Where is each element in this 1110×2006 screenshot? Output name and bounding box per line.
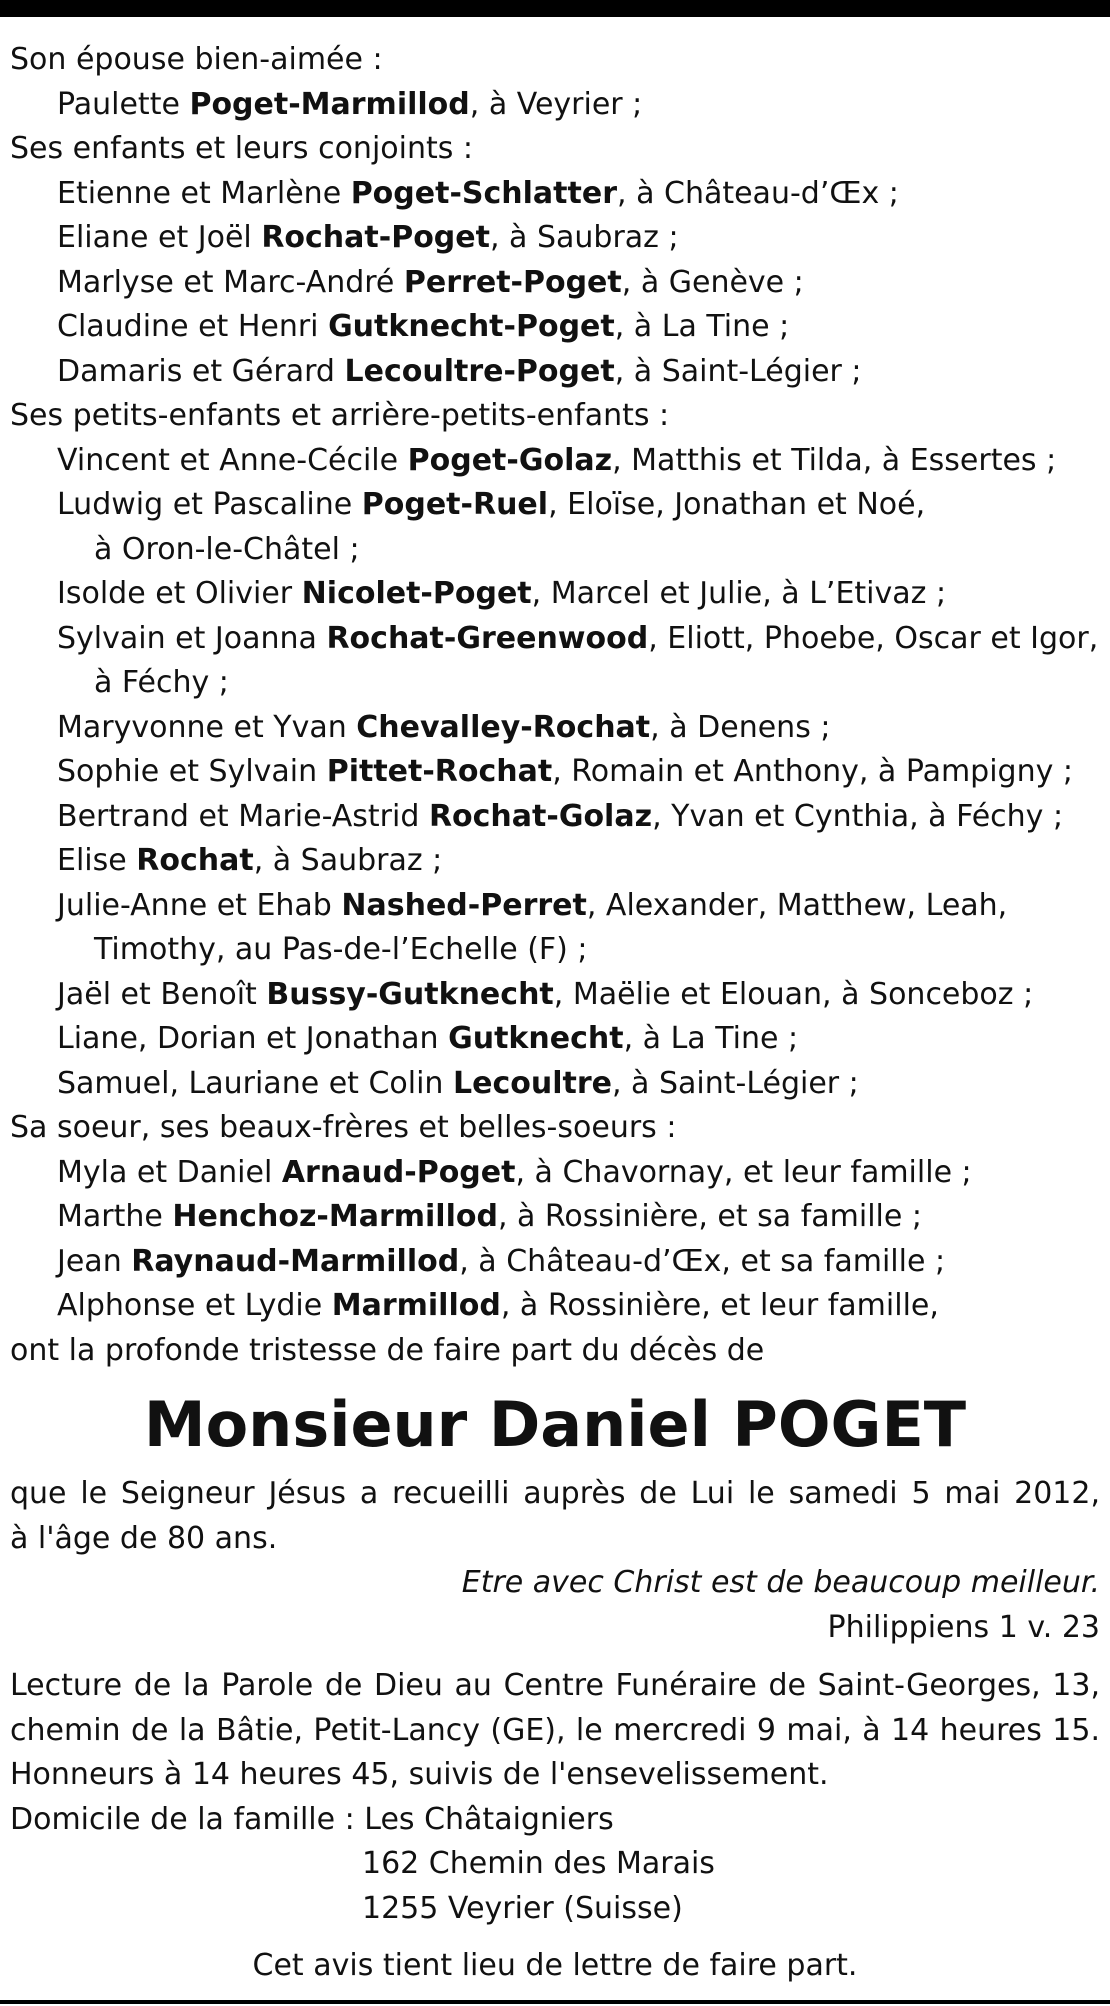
family-text: , à Denens ; — [650, 709, 831, 745]
family-text: Sa soeur, ses beaux-frères et belles-soeurs : — [10, 1110, 677, 1145]
family-surname: Gutknecht — [448, 1021, 624, 1056]
family-surname: Bussy-Gutknecht — [266, 976, 554, 1012]
family-text: Ludwig et Pascaline — [57, 487, 362, 522]
family-surname: Pittet-Rochat — [326, 754, 553, 789]
family-text: Sophie et Sylvain — [57, 754, 327, 789]
family-surname: Rochat-Poget — [261, 220, 490, 255]
family-text: Elise — [57, 843, 137, 878]
family-text: , Marcel et Julie, à L’Etivaz ; — [531, 576, 947, 611]
family-surname: Marmillod — [331, 1288, 501, 1323]
family-line — [10, 928, 1100, 973]
family-line — [10, 38, 1100, 83]
family-text: , à Chavornay, et leur famille ; — [515, 1154, 972, 1190]
family-text: , à La Tine ; — [614, 309, 790, 344]
family-text: , à Genève ; — [621, 264, 804, 300]
family-line — [10, 750, 1100, 795]
family-text: , à Saint-Légier ; — [614, 353, 862, 389]
ceremony-info — [10, 1664, 1100, 1931]
family-surname: Perret-Poget — [403, 264, 622, 300]
family-surname: Henchoz-Marmillod — [172, 1199, 498, 1234]
family-text: Isolde et Olivier — [57, 576, 302, 611]
death-text-line: à l'âge de 80 ans. — [10, 1520, 278, 1556]
family-text: , Romain et Anthony, à Pampigny ; — [552, 754, 1074, 789]
death-text-line: que le Seigneur Jésus a recueilli auprès de Lui le samedi 5 mai 2012, — [10, 1476, 1100, 1511]
ceremony-line: Lecture de la Parole de Dieu au Centre Funéraire de Saint-Georges, 13, — [10, 1668, 1100, 1703]
family-text: Maryvonne et Yvan — [57, 709, 357, 745]
family-text: , Yvan et Cynthia, à Féchy ; — [652, 798, 1064, 834]
family-surname: Arnaud-Poget — [281, 1154, 516, 1190]
family-surname: Lecoultre-Poget — [344, 353, 615, 389]
family-text: Son épouse bien-aimée : — [10, 42, 383, 77]
family-line — [10, 1062, 1100, 1107]
family-text: , à Rossinière, et leur famille, — [500, 1288, 939, 1323]
family-text: Timothy, au Pas-de-l’Echelle (F) ; — [94, 932, 588, 967]
family-text: Julie-Anne et Ehab — [57, 887, 342, 923]
family-text: , Maëlie et Elouan, à Sonceboz ; — [553, 976, 1034, 1012]
family-text: à Oron-le-Châtel ; — [94, 531, 360, 567]
family-text: Vincent et Anne-Cécile — [57, 442, 408, 478]
family-line — [10, 884, 1100, 929]
family-text: à Féchy ; — [94, 665, 229, 700]
family-line — [10, 305, 1100, 350]
family-text: Claudine et Henri — [57, 309, 329, 344]
family-text: Bertrand et Marie-Astrid — [57, 798, 429, 834]
family-surname: Poget-Ruel — [361, 487, 549, 522]
family-line — [10, 1106, 1100, 1151]
family-line — [10, 350, 1100, 395]
family-line — [10, 439, 1100, 484]
family-text: , à Château-d’Œx, et sa famille ; — [459, 1243, 946, 1279]
top-rule — [0, 0, 1110, 17]
family-text: Samuel, Lauriane et Colin — [57, 1065, 453, 1101]
family-surname: Nashed-Perret — [341, 887, 587, 923]
family-line — [10, 617, 1100, 662]
family-line — [10, 172, 1100, 217]
family-line — [10, 973, 1100, 1018]
family-text: Damaris et Gérard — [57, 353, 345, 389]
family-text: Eliane et Joël — [57, 220, 262, 255]
family-line — [10, 394, 1100, 439]
family-line — [10, 528, 1100, 573]
family-line — [10, 795, 1100, 840]
bottom-rule — [0, 2000, 1110, 2004]
family-line — [10, 1195, 1100, 1240]
family-line — [10, 1329, 1100, 1374]
family-text: Etienne et Marlène — [57, 175, 351, 211]
domicile-label: Domicile de la famille : Les Châtaigniers — [10, 1801, 614, 1837]
domicile-address-line: 1255 Veyrier (Suisse) — [362, 1890, 683, 1926]
family-text: , Eloïse, Jonathan et Noé, — [548, 487, 926, 522]
domicile-address-line: 162 Chemin des Marais — [362, 1846, 715, 1881]
family-text: Ses petits-enfants et arrière-petits-enfants : — [10, 398, 670, 433]
ceremony-line: chemin de la Bâtie, Petit-Lancy (GE), le mercredi 9 mai, à 14 heures 15. — [10, 1712, 1100, 1748]
verse-quote: Etre avec Christ est de beaucoup meilleur. — [461, 1565, 1100, 1600]
family-surname: Rochat-Greenwood — [326, 620, 649, 656]
family-list — [10, 38, 1100, 1373]
family-text: Paulette — [57, 86, 190, 122]
family-text: Alphonse et Lydie — [57, 1288, 332, 1323]
family-text: , à Rossinière, et sa famille ; — [497, 1199, 922, 1234]
family-surname: Poget-Marmillod — [189, 86, 470, 122]
family-line — [10, 1151, 1100, 1196]
family-text: , Alexander, Matthew, Leah, — [586, 887, 1008, 923]
family-line — [10, 127, 1100, 172]
deceased-name: Monsieur Daniel POGET — [143, 1388, 967, 1461]
closing-note: Cet avis tient lieu de lettre de faire part. — [252, 1948, 858, 1983]
family-surname: Poget-Schlatter — [350, 175, 617, 211]
death-announcement — [10, 1472, 1100, 1561]
ceremony-line: Honneurs à 14 heures 45, suivis de l'ensevelissement. — [10, 1757, 829, 1792]
family-surname: Gutknecht-Poget — [328, 309, 615, 344]
family-surname: Rochat-Golaz — [428, 798, 653, 834]
family-text: Marthe — [57, 1199, 173, 1234]
closing — [10, 1944, 1100, 1989]
family-text: , Eliott, Phoebe, Oscar et Igor, — [648, 620, 1099, 656]
family-text: , à La Tine ; — [623, 1021, 799, 1056]
family-surname: Rochat — [136, 843, 254, 878]
verse-reference: Philippiens 1 v. 23 — [827, 1609, 1100, 1645]
family-text: , Matthis et Tilda, à Essertes ; — [612, 442, 1057, 478]
family-text: , à Château-d’Œx ; — [617, 175, 899, 211]
family-line — [10, 572, 1100, 617]
family-line — [10, 706, 1100, 751]
family-text: Marlyse et Marc-André — [57, 264, 404, 300]
family-text: , à Saint-Légier ; — [611, 1065, 859, 1101]
family-text: Jean — [57, 1243, 132, 1279]
family-surname: Raynaud-Marmillod — [131, 1243, 460, 1279]
family-line — [10, 483, 1100, 528]
family-text: Jaël et Benoît — [57, 976, 267, 1012]
family-surname: Nicolet-Poget — [301, 576, 532, 611]
family-surname: Chevalley-Rochat — [356, 709, 651, 745]
bible-verse — [10, 1561, 1100, 1650]
family-surname: Lecoultre — [452, 1065, 612, 1101]
family-line — [10, 261, 1100, 306]
family-text: , à Veyrier ; — [469, 86, 643, 122]
family-text: , à Saubraz ; — [253, 843, 443, 878]
family-text: Myla et Daniel — [57, 1154, 282, 1190]
family-text: Ses enfants et leurs conjoints : — [10, 131, 474, 166]
family-line — [10, 1017, 1100, 1062]
family-text: Sylvain et Joanna — [57, 620, 327, 656]
family-text: ont la profonde tristesse de faire part du décès de — [10, 1332, 765, 1368]
family-line — [10, 216, 1100, 261]
family-line — [10, 661, 1100, 706]
family-surname: Poget-Golaz — [407, 442, 613, 478]
family-line — [10, 1284, 1100, 1329]
family-line — [10, 839, 1100, 884]
family-text: , à Saubraz ; — [489, 220, 679, 255]
family-text: Liane, Dorian et Jonathan — [57, 1021, 449, 1056]
family-line — [10, 83, 1100, 128]
family-line — [10, 1240, 1100, 1285]
